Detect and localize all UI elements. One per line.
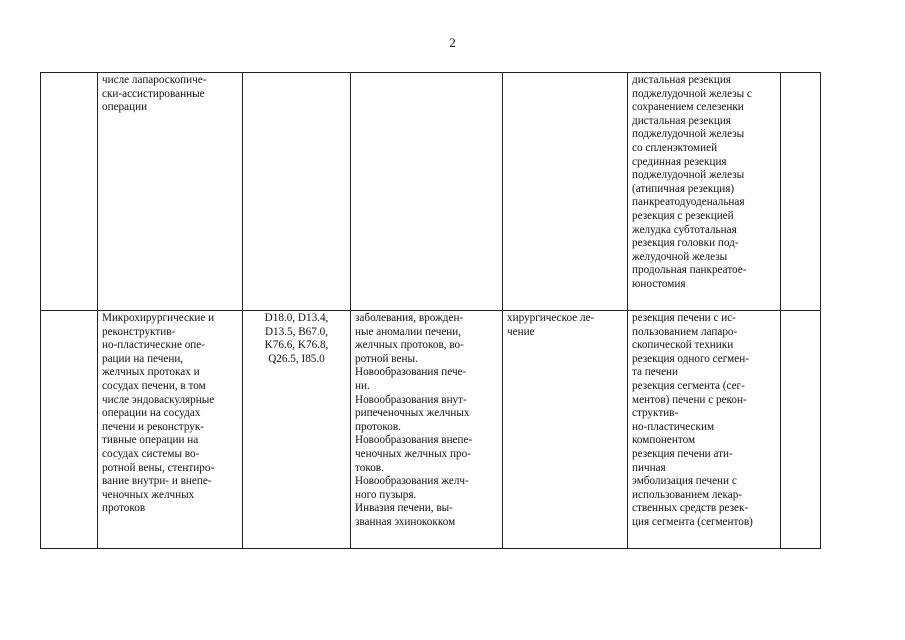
row-number-cell: [41, 73, 98, 311]
patient-model-cell: [351, 73, 503, 311]
patient-model-cell: заболевания, врожден- ные аномалии печени, желчных протоков, во- ротной вены. Новообразования пече- ни. Новообразования внут- рипеченочных желчных протоков. Новообразования внепе- ченочных желчных про- токов. Новообразования желч- ного пузыря. Инвазия печени, вы- званная эхинококком: [351, 311, 503, 549]
treatment-method-cell: дистальная резекция поджелудочной железы с сохранением селезенки дистальная резекция поджелудочной железы со спленэктомией срединная резекция поджелудочной железы (атипичная резекция) панкреатодуоденальная резекция с резекцией желудка субтотальная резекция головки под- желудочной железы продольная панкреатое- юностомия: [628, 73, 781, 311]
technology-cell: Микрохирургические и реконструктив- но-пластические опе- рации на печени, желчных протоках и сосудах печени, в том числе эндоваскулярные операции на сосудах печени и реконструк- тивные операции на сосудах системы во- ротной вены, стентиро- вание внутри- и внепе- ченочных желчных протоков: [98, 311, 243, 549]
cost-cell: [781, 73, 821, 311]
table-row: [41, 73, 821, 311]
page-number: 2: [449, 35, 456, 50]
treatment-type-cell: [503, 73, 628, 311]
cost-cell: [781, 311, 821, 549]
row-number-cell: [41, 311, 98, 549]
treatment-type-cell: хирургическое ле- чение: [503, 311, 628, 549]
icd-codes-cell: D18.0, D13.4, D13.5, B67.0, K76.6, K76.8, Q26.5, I85.0: [243, 311, 351, 549]
table-row: [41, 311, 821, 549]
medical-care-table: [40, 72, 821, 549]
treatment-method-cell: резекция печени с ис- пользованием лапаро- скопической техники резекция одного сегмен- та печени резекция сегмента (сег- ментов) печени с рекон- структив- но-пластическим компонентом резекция печени ати- пичная эмболизация печени с использованием лекар- ственных средств резек- ция сегмента (сегментов): [628, 311, 781, 549]
icd-codes-cell: [243, 73, 351, 311]
technology-cell: числе лапароскопиче- ски-ассистированные операции: [98, 73, 243, 311]
